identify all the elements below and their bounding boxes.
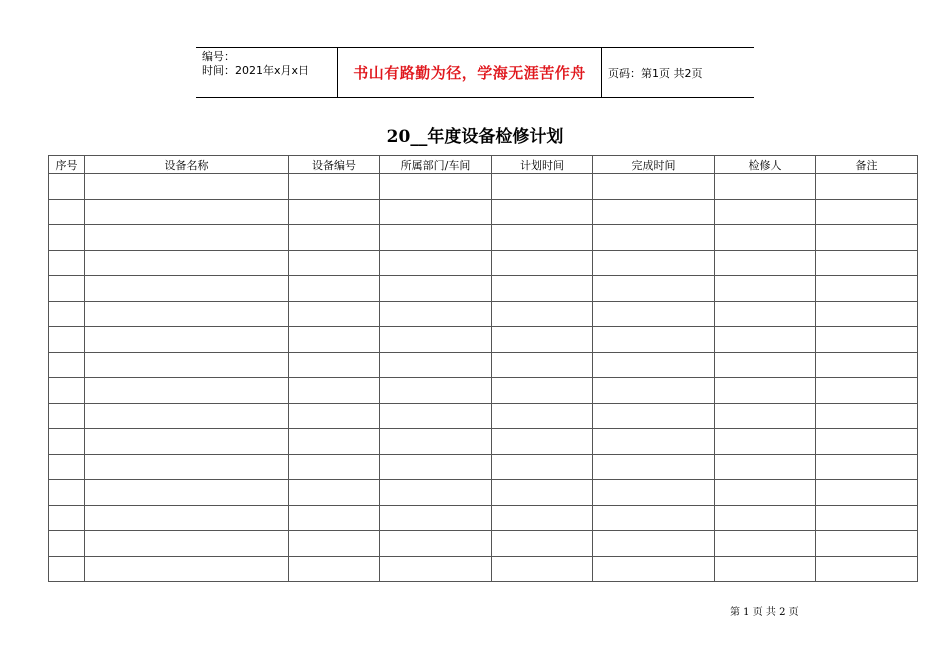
table-cell[interactable] (85, 174, 289, 200)
header-meta-cell (196, 48, 338, 97)
table-cell[interactable] (816, 556, 918, 582)
table-row (49, 327, 918, 353)
table-cell[interactable] (289, 480, 380, 506)
column-header-department: 所属部门/车间 (380, 156, 492, 174)
table-cell[interactable] (593, 505, 715, 531)
table-cell[interactable] (715, 250, 816, 276)
table-row (49, 199, 918, 225)
table-cell[interactable] (289, 174, 380, 200)
table-cell[interactable] (492, 454, 593, 480)
table-cell[interactable] (49, 327, 85, 353)
table-cell[interactable] (593, 403, 715, 429)
table-cell[interactable] (49, 199, 85, 225)
table-cell[interactable] (85, 276, 289, 302)
table-cell[interactable] (816, 352, 918, 378)
table-cell[interactable] (289, 352, 380, 378)
table-cell[interactable] (49, 505, 85, 531)
table-cell[interactable] (593, 250, 715, 276)
table-cell[interactable] (492, 225, 593, 251)
table-row (49, 429, 918, 455)
column-header-remarks: 备注 (816, 156, 918, 174)
table-cell[interactable] (85, 199, 289, 225)
column-header-completion-time: 完成时间 (593, 156, 715, 174)
table-cell[interactable] (289, 454, 380, 480)
table-cell[interactable] (816, 531, 918, 557)
table-cell[interactable] (49, 250, 85, 276)
table-cell[interactable] (49, 225, 85, 251)
table-cell[interactable] (816, 276, 918, 302)
table-cell[interactable] (715, 276, 816, 302)
table-cell[interactable] (715, 301, 816, 327)
table-cell[interactable] (289, 403, 380, 429)
header-page-number: 页码：第1页 共2页 (608, 66, 703, 80)
table-cell[interactable] (289, 225, 380, 251)
table-cell[interactable] (593, 454, 715, 480)
table-cell[interactable] (492, 531, 593, 557)
document-header (196, 47, 754, 98)
table-row (49, 454, 918, 480)
table-cell[interactable] (816, 378, 918, 404)
table-cell[interactable] (49, 480, 85, 506)
table-cell[interactable] (289, 301, 380, 327)
table-cell[interactable] (593, 531, 715, 557)
table-row (49, 225, 918, 251)
table-cell[interactable] (380, 276, 492, 302)
table-cell[interactable] (816, 505, 918, 531)
table-cell[interactable] (715, 429, 816, 455)
table-cell[interactable] (816, 403, 918, 429)
header-motto-cell (338, 48, 602, 97)
table-cell[interactable] (85, 429, 289, 455)
table-cell[interactable] (816, 480, 918, 506)
table-cell[interactable] (289, 429, 380, 455)
table-cell[interactable] (289, 378, 380, 404)
table-cell[interactable] (289, 505, 380, 531)
table-cell[interactable] (492, 429, 593, 455)
table-cell[interactable] (593, 301, 715, 327)
table-cell[interactable] (380, 378, 492, 404)
table-cell[interactable] (715, 327, 816, 353)
table-cell[interactable] (816, 174, 918, 200)
table-row (49, 403, 918, 429)
table-cell[interactable] (85, 327, 289, 353)
table-cell[interactable] (492, 301, 593, 327)
table-cell[interactable] (85, 556, 289, 582)
table-cell[interactable] (49, 556, 85, 582)
table-cell[interactable] (289, 531, 380, 557)
table-cell[interactable] (85, 480, 289, 506)
column-header-equipment-name: 设备名称 (85, 156, 289, 174)
table-cell[interactable] (85, 505, 289, 531)
table-cell[interactable] (380, 352, 492, 378)
table-cell[interactable] (380, 454, 492, 480)
document-time-label: 时间：2021年x月x日 (202, 64, 310, 77)
table-cell[interactable] (492, 505, 593, 531)
table-cell[interactable] (49, 174, 85, 200)
table-cell[interactable] (593, 225, 715, 251)
table-cell[interactable] (380, 429, 492, 455)
table-cell[interactable] (593, 480, 715, 506)
document-number-label: 编号： (202, 50, 235, 63)
table-cell[interactable] (85, 403, 289, 429)
footer-page-number: 第 1 页 共 2 页 (730, 607, 799, 618)
table-cell[interactable] (492, 378, 593, 404)
table-cell[interactable] (492, 199, 593, 225)
table-cell[interactable] (492, 250, 593, 276)
table-cell[interactable] (49, 276, 85, 302)
table-cell[interactable] (492, 556, 593, 582)
table-cell[interactable] (492, 174, 593, 200)
table-cell[interactable] (816, 250, 918, 276)
table-cell[interactable] (380, 505, 492, 531)
table-cell[interactable] (85, 250, 289, 276)
table-cell[interactable] (715, 505, 816, 531)
table-cell[interactable] (85, 454, 289, 480)
table-cell[interactable] (289, 250, 380, 276)
table-cell[interactable] (593, 378, 715, 404)
table-cell[interactable] (715, 454, 816, 480)
table-row (49, 301, 918, 327)
table-cell[interactable] (715, 174, 816, 200)
table-cell[interactable] (593, 174, 715, 200)
table-cell[interactable] (380, 480, 492, 506)
table-cell[interactable] (380, 327, 492, 353)
table-cell[interactable] (289, 556, 380, 582)
maintenance-plan-table (48, 155, 918, 582)
table-cell[interactable] (816, 199, 918, 225)
table-cell[interactable] (49, 454, 85, 480)
table-cell[interactable] (492, 276, 593, 302)
table-row (49, 174, 918, 200)
table-row (49, 480, 918, 506)
table-row (49, 352, 918, 378)
table-cell[interactable] (380, 174, 492, 200)
table-cell[interactable] (593, 429, 715, 455)
table-body (49, 174, 918, 582)
table-cell[interactable] (816, 429, 918, 455)
table-cell[interactable] (492, 352, 593, 378)
table-cell[interactable] (492, 480, 593, 506)
table-cell[interactable] (816, 301, 918, 327)
table-cell[interactable] (715, 480, 816, 506)
table-row (49, 250, 918, 276)
table-cell[interactable] (492, 327, 593, 353)
table-cell[interactable] (380, 199, 492, 225)
page-title: 20__年度设备检修计划 (386, 127, 564, 147)
table-cell[interactable] (816, 454, 918, 480)
table-cell[interactable] (85, 531, 289, 557)
table-cell[interactable] (85, 378, 289, 404)
table-cell[interactable] (380, 225, 492, 251)
header-motto: 书山有路勤为径，学海无涯苦作舟 (353, 64, 586, 82)
column-header-equipment-number: 设备编号 (289, 156, 380, 174)
table-cell[interactable] (492, 403, 593, 429)
table-cell[interactable] (380, 531, 492, 557)
table-cell[interactable] (715, 352, 816, 378)
table-cell[interactable] (593, 327, 715, 353)
table-cell[interactable] (85, 301, 289, 327)
column-header-planned-time: 计划时间 (492, 156, 593, 174)
table-cell[interactable] (49, 352, 85, 378)
table-cell[interactable] (593, 352, 715, 378)
table-cell[interactable] (380, 250, 492, 276)
table-cell[interactable] (715, 199, 816, 225)
table-cell[interactable] (85, 225, 289, 251)
table-cell[interactable] (593, 199, 715, 225)
table-cell[interactable] (816, 225, 918, 251)
table-cell[interactable] (49, 301, 85, 327)
table-row (49, 505, 918, 531)
table-cell[interactable] (49, 429, 85, 455)
table-cell[interactable] (380, 301, 492, 327)
table-row (49, 556, 918, 582)
table-cell[interactable] (49, 403, 85, 429)
table-cell[interactable] (715, 378, 816, 404)
table-header-row (49, 156, 918, 174)
table-cell[interactable] (715, 556, 816, 582)
table-cell[interactable] (715, 531, 816, 557)
table-cell[interactable] (289, 276, 380, 302)
table-cell[interactable] (715, 225, 816, 251)
column-header-maintainer: 检修人 (715, 156, 816, 174)
column-header-seq: 序号 (49, 156, 85, 174)
table-cell[interactable] (593, 276, 715, 302)
table-cell[interactable] (49, 531, 85, 557)
table-cell[interactable] (49, 378, 85, 404)
table-cell[interactable] (816, 327, 918, 353)
table-cell[interactable] (715, 403, 816, 429)
table-cell[interactable] (85, 352, 289, 378)
table-cell[interactable] (593, 556, 715, 582)
table-cell[interactable] (380, 403, 492, 429)
table-cell[interactable] (380, 556, 492, 582)
table-cell[interactable] (289, 327, 380, 353)
table-row (49, 276, 918, 302)
table-cell[interactable] (289, 199, 380, 225)
table-row (49, 531, 918, 557)
table-row (49, 378, 918, 404)
